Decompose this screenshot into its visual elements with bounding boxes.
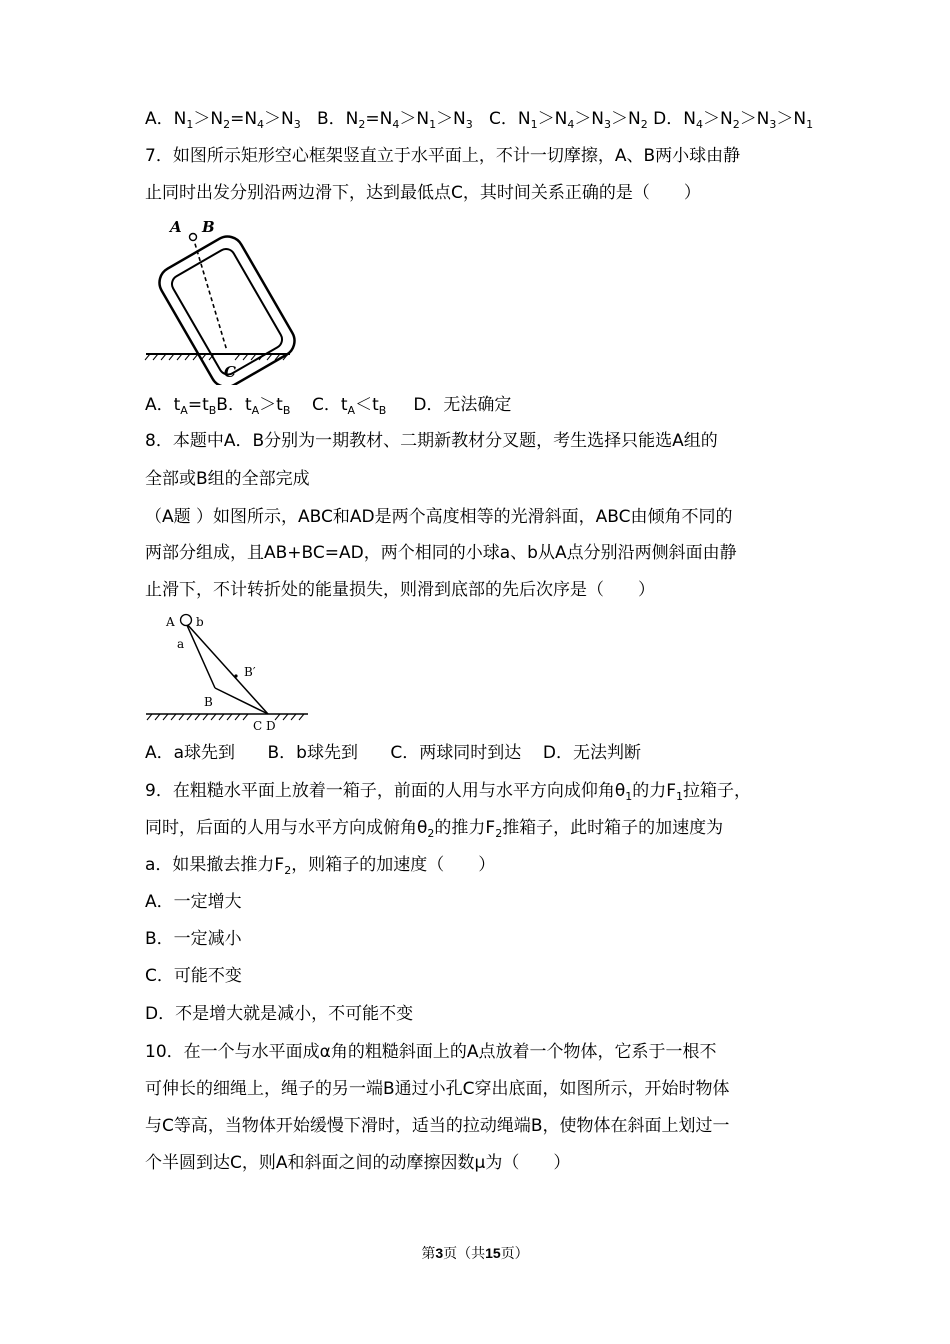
q9-stem-line2: 同时，后面的人用与水平方向成俯角$\theta_2$的推力$F_2$推箱子，此时箱子的加速度为 [145, 818, 724, 840]
q10-stem-line3: 与C等高，当物体开始缓慢下滑时，适当的拉动绳端B，使物体在斜面上划过一 [145, 1116, 730, 1136]
q7-stem-line1: 7．如图所示矩形空心框架竖直立于水平面上，不计一切摩擦，A、B两小球由静 [145, 146, 741, 166]
q8-option-a: A．a球先到 [145, 743, 236, 763]
q9-option-d: D．不是增大就是减小，不可能不变 [145, 1004, 414, 1024]
q8-stem-line4: 两部分组成，且AB+BC=AD，两个相同的小球a、b从A点分别沿两侧斜面由静 [145, 543, 737, 563]
q6-option-b: B．$N_2=N_4>N_1>N_3$ [316, 109, 473, 131]
q7-label-b: B [202, 218, 215, 236]
q7-frame [154, 231, 300, 385]
q8-label-a: A [166, 615, 175, 629]
q8-option-c: C．两球同时到达 [390, 743, 522, 763]
q10-stem-line1: 10．在一个与水平面成α角的粗糙斜面上的A点放着一个物体，它系于一根不 [145, 1042, 717, 1062]
q9-stem-line1: 9．在粗糙水平面上放着一箱子，前面的人用与水平方向成仰角$\theta_1$的力$F_1$拉箱子， [145, 781, 751, 803]
q9-stem-line3: a．如果撤去推力$F_2$，则箱子的加速度（ ） [145, 855, 496, 877]
q8-stem-line1: 8．本题中A．B分别为一期教材、二期新教材分叉题，考生选择只能选A组的 [145, 431, 718, 451]
q6-option-d: D．$N_4>N_2>N_3>N_1$ [653, 109, 814, 131]
q7-stem-line2: 止同时出发分别沿两边滑下，达到最低点C，其时间关系正确的是（ ） [145, 183, 701, 203]
q8-stem-line3: （A题 ）如图所示，ABC和AD是两个高度相等的光滑斜面，ABC由倾角不同的 [145, 507, 733, 527]
q8-ground-hatch [147, 714, 304, 720]
q8-option-b: B．b球先到 [267, 743, 358, 763]
q8-label-ball-b: b [196, 615, 204, 629]
q7-option-b: B．$t_A>t_B$ [216, 395, 291, 417]
q8-slope-ab [186, 623, 215, 688]
q7-option-a: A．$t_A=t_B$ [145, 395, 217, 417]
q8-slope-bc [215, 688, 268, 714]
q8-stem-line5: 止滑下，不计转折处的能量损失，则滑到底部的先后次序是（ ） [145, 580, 655, 600]
page-footer: 第3页（共15页） [421, 1245, 529, 1262]
page-total: 15 [485, 1245, 501, 1261]
q6-options [145, 107, 813, 131]
q8-figure [140, 608, 315, 733]
q7-option-c: C．$t_A<t_B$ [312, 395, 387, 417]
q6-option-c: C．$N_1>N_4>N_3>N_2$ [489, 109, 648, 131]
q8-label-b: B [204, 695, 213, 709]
q8-options [145, 741, 641, 765]
q8-label-cd: C D [253, 719, 276, 733]
q7-option-d: D．无法确定 [413, 395, 512, 415]
q8-ball [181, 615, 192, 626]
q7-label-c: C [224, 363, 236, 381]
q9-option-b: B．一定减小 [145, 929, 242, 949]
q8-stem-line2: 全部或B组的全部完成 [145, 469, 310, 489]
q6-option-a: A．$N_1>N_2=N_4>N_3$ [145, 109, 301, 131]
q9-option-c: C．可能不变 [145, 966, 242, 986]
q8-label-ball-a: a [177, 637, 185, 651]
q7-ball [190, 234, 197, 241]
q8-option-d: D．无法判断 [542, 743, 641, 763]
q7-dashed-line [193, 237, 227, 351]
q8-slope-ad [186, 623, 268, 714]
q7-options [145, 393, 511, 417]
q9-option-a: A．一定增大 [145, 892, 242, 912]
q8-point-b-prime [234, 674, 237, 677]
q10-stem-line2: 可伸长的细绳上，绳子的另一端B通过小孔C穿出底面，如图所示，开始时物体 [145, 1079, 730, 1099]
page-number: 3 [435, 1245, 444, 1261]
q7-label-a: A [170, 218, 182, 236]
q10-stem-line4: 个半圆到达C，则A和斜面之间的动摩擦因数μ为（ ） [145, 1153, 571, 1173]
q8-label-b-prime: B′ [244, 665, 256, 679]
q7-figure [140, 215, 300, 385]
